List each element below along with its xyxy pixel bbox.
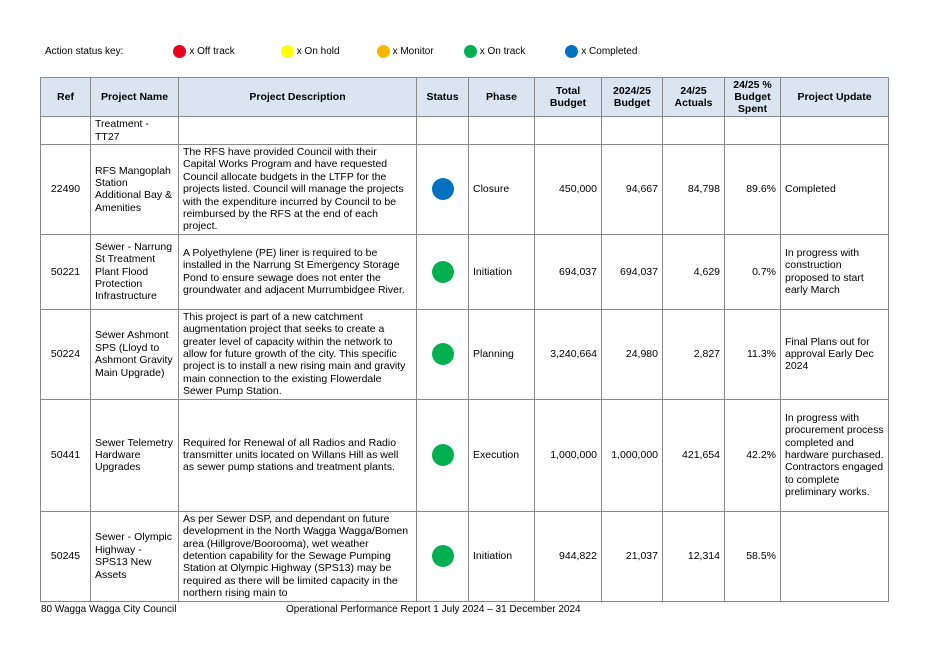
- header-project-update: Project Update: [781, 78, 889, 117]
- cell-budget-spent: 0.7%: [725, 234, 781, 309]
- header-actuals: 24/25 Actuals: [663, 78, 725, 117]
- cell-budget-spent: 89.6%: [725, 145, 781, 235]
- header-status: Status: [417, 78, 469, 117]
- table-row: [41, 511, 889, 601]
- cell-budget-spent: [725, 117, 781, 145]
- cell-ref: 50221: [41, 234, 91, 309]
- header-project-name: Project Name: [91, 78, 179, 117]
- cell-total-budget: 944,822: [535, 511, 602, 601]
- cell-ref: 50245: [41, 511, 91, 601]
- on-hold-dot-icon: [281, 45, 294, 58]
- cell-project-name: Sewer Telemetry Hardware Upgrades: [91, 399, 179, 511]
- cell-project-update: Completed: [781, 145, 889, 235]
- table-row: [41, 234, 889, 309]
- cell-total-budget: 450,000: [535, 145, 602, 235]
- page-footer: [41, 604, 581, 615]
- cell-project-description: This project is part of a new catchment augmentation project that seeks to create a greater level of capacity within the network to allow for future growth of the city. This specific project is to install a new rising main and gravity main connection to the existing Flowerdale Sewer Pump Station.: [179, 309, 417, 399]
- on-track-status-icon: [432, 444, 454, 466]
- cell-status: [417, 511, 469, 601]
- header-total-budget: Total Budget: [535, 78, 602, 117]
- cell-phase: Closure: [469, 145, 535, 235]
- cell-total-budget: [535, 117, 602, 145]
- status-key-label: Action status key:: [45, 45, 124, 57]
- cell-actuals: 12,314: [663, 511, 725, 601]
- header-budget-spent: 24/25 % Budget Spent: [725, 78, 781, 117]
- cell-phase: [469, 117, 535, 145]
- cell-project-update: In progress with construction proposed to start early March: [781, 234, 889, 309]
- status-key-text: x Off track: [189, 45, 235, 57]
- cell-project-name: Sewer - Olympic Highway - SPS13 New Assets: [91, 511, 179, 601]
- cell-status: [417, 117, 469, 145]
- cell-ref: [41, 117, 91, 145]
- cell-project-update: [781, 117, 889, 145]
- cell-actuals: 2,827: [663, 309, 725, 399]
- monitor-dot-icon: [377, 45, 390, 58]
- cell-budget: 94,667: [602, 145, 663, 235]
- table-header-row: [41, 78, 889, 117]
- status-key-on-hold: [281, 45, 340, 58]
- on-track-status-icon: [432, 343, 454, 365]
- status-key: [45, 44, 637, 58]
- off-track-dot-icon: [173, 45, 186, 58]
- cell-actuals: 84,798: [663, 145, 725, 235]
- header-ref: Ref: [41, 78, 91, 117]
- cell-budget-spent: 11.3%: [725, 309, 781, 399]
- status-key-on-track: [464, 45, 526, 58]
- header-budget: 2024/25 Budget: [602, 78, 663, 117]
- table-row: [41, 309, 889, 399]
- cell-actuals: 421,654: [663, 399, 725, 511]
- status-key-off-track: [173, 45, 234, 58]
- status-key-text: x On hold: [296, 45, 340, 57]
- header-phase: Phase: [469, 78, 535, 117]
- cell-total-budget: 3,240,664: [535, 309, 602, 399]
- footer-report-title: Operational Performance Report 1 July 2024 – 31 December 2024: [286, 604, 581, 615]
- project-table: [40, 77, 889, 602]
- completed-status-icon: [432, 178, 454, 200]
- on-track-status-icon: [432, 261, 454, 283]
- cell-project-name: RFS Mangoplah Station Additional Bay & Amenities: [91, 145, 179, 235]
- table-row: [41, 399, 889, 511]
- cell-project-description: [179, 117, 417, 145]
- footer-page-info: 80 Wagga Wagga City Council: [41, 604, 177, 615]
- cell-project-description: A Polyethylene (PE) liner is required to be installed in the Narrung St Emergency Storage Pond to ensure sewage does not enter the groundwater and adjacent Murrumbidgee River.: [179, 234, 417, 309]
- cell-total-budget: 1,000,000: [535, 399, 602, 511]
- cell-status: [417, 234, 469, 309]
- cell-budget: 694,037: [602, 234, 663, 309]
- cell-budget: 24,980: [602, 309, 663, 399]
- header-project-description: Project Description: [179, 78, 417, 117]
- cell-project-description: Required for Renewal of all Radios and Radio transmitter units located on Willans Hill as well as sewer pump stations and treatment plants.: [179, 399, 417, 511]
- completed-dot-icon: [565, 45, 578, 58]
- cell-project-description: The RFS have provided Council with their Capital Works Program and have requested Council allocate budgets in the LTFP for the projects listed. Council will manage the projects with the expenditure incurred by Council to be reimbursed by the RFS at the end of each project.: [179, 145, 417, 235]
- cell-status: [417, 399, 469, 511]
- cell-project-update: [781, 511, 889, 601]
- cell-budget: [602, 117, 663, 145]
- cell-actuals: 4,629: [663, 234, 725, 309]
- cell-phase: Planning: [469, 309, 535, 399]
- cell-project-update: In progress with procurement process completed and hardware purchased. Contractors engaged to complete preliminary works.: [781, 399, 889, 511]
- on-track-dot-icon: [464, 45, 477, 58]
- cell-budget: 21,037: [602, 511, 663, 601]
- status-key-completed: [565, 45, 637, 58]
- cell-ref: 50224: [41, 309, 91, 399]
- cell-project-name: Sewer Ashmont SPS (Lloyd to Ashmont Gravity Main Upgrade): [91, 309, 179, 399]
- cell-budget: 1,000,000: [602, 399, 663, 511]
- cell-actuals: [663, 117, 725, 145]
- cell-status: [417, 309, 469, 399]
- status-key-monitor: [377, 45, 434, 58]
- table-row: [41, 145, 889, 235]
- status-key-text: x On track: [479, 45, 526, 57]
- cell-phase: Execution: [469, 399, 535, 511]
- table-row: [41, 117, 889, 145]
- cell-ref: 22490: [41, 145, 91, 235]
- cell-project-description: As per Sewer DSP, and dependant on future development in the North Wagga Wagga/Bomen area (Hillgrove/Boorooma), wet weather detention capability for the Sewage Pumping Station at Olympic Highway (SPS13) may be required as there will be limited capacity in the northern rising main to: [179, 511, 417, 601]
- cell-status: [417, 145, 469, 235]
- cell-project-update: Final Plans out for approval Early Dec 2024: [781, 309, 889, 399]
- cell-project-name: Treatment - TT27: [91, 117, 179, 145]
- on-track-status-icon: [432, 545, 454, 567]
- cell-project-name: Sewer - Narrung St Treatment Plant Flood Protection Infrastructure: [91, 234, 179, 309]
- cell-total-budget: 694,037: [535, 234, 602, 309]
- cell-phase: Initiation: [469, 234, 535, 309]
- status-key-text: x Completed: [581, 45, 638, 57]
- cell-budget-spent: 58.5%: [725, 511, 781, 601]
- cell-ref: 50441: [41, 399, 91, 511]
- cell-phase: Initiation: [469, 511, 535, 601]
- status-key-text: x Monitor: [392, 45, 434, 57]
- cell-budget-spent: 42.2%: [725, 399, 781, 511]
